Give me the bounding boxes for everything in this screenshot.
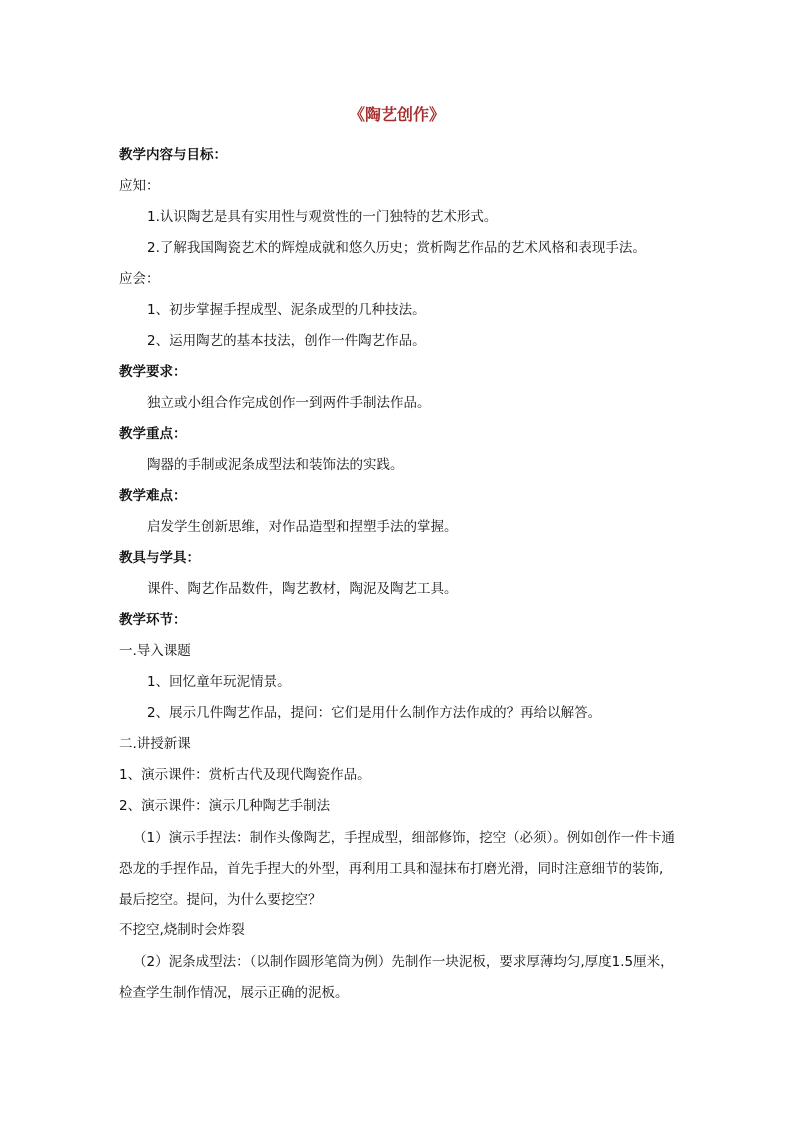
heading-key-points: 教学重点： (119, 426, 187, 442)
heading-tools: 教具与学具： (119, 550, 200, 566)
heading-difficulties: 教学难点： (119, 488, 187, 504)
step-1-title: 一.导入课题 (119, 643, 191, 659)
can-item-2: 2、运用陶艺的基本技法，创作一件陶艺作品。 (147, 333, 426, 349)
requirements-text: 独立或小组合作完成创作一到两件手制法作品。 (147, 395, 431, 411)
document-title: 《陶艺创作》 (348, 105, 445, 124)
can-item-1: 1、初步掌握手捏成型、泥条成型的几种技法。 (147, 302, 426, 318)
heading-requirements: 教学要求： (119, 364, 187, 380)
paragraph-coil-method: （2）泥条成型法：（以制作圆形笔筒为例）先制作一块泥板，要求厚薄均匀,厚度1.5厘米，检查学生制作情况，展示正确的泥板。 (119, 954, 674, 1001)
step-2-item-2: 2、演示课件：演示几种陶艺手制法 (119, 798, 331, 814)
step-2-item-1: 1、演示课件：赏析古代及现代陶瓷作品。 (119, 767, 371, 783)
know-item-1: 1.认识陶艺是具有实用性与观赏性的一门独特的艺术形式。 (147, 209, 498, 225)
tools-text: 课件、陶艺作品数件，陶艺教材，陶泥及陶艺工具。 (147, 581, 458, 597)
difficulties-text: 启发学生创新思维，对作品造型和捏塑手法的掌握。 (147, 519, 458, 535)
subheading-can: 应会： (119, 271, 160, 287)
paragraph-hand-pinch: （1）演示手捏法：制作头像陶艺，手捏成型，细部修饰，挖空（必须）。例如创作一件卡通恐龙的手捏作品，首先手捏大的外型，再利用工具和湿抹布打磨光滑，同时注意细节的装饰,最后挖空。提问，为什么要挖空？ (119, 830, 675, 908)
step-1-item-1: 1、回忆童年玩泥情景。 (147, 674, 291, 690)
heading-steps: 教学环节： (119, 612, 187, 628)
subheading-know: 应知： (119, 178, 160, 194)
step-1-item-2: 2、展示几件陶艺作品，提问：它们是用什么制作方法作成的？再给以解答。 (147, 705, 602, 721)
key-points-text: 陶器的手制或泥条成型法和装饰法的实践。 (147, 457, 404, 473)
heading-content-goals: 教学内容与目标： (119, 147, 227, 163)
know-item-2: 2.了解我国陶瓷艺术的辉煌成就和悠久历史；赏析陶艺作品的艺术风格和表现手法。 (147, 240, 646, 256)
paragraph-hand-pinch-answer: 不挖空,烧制时会炸裂 (119, 922, 245, 938)
step-2-title: 二.讲授新课 (119, 736, 191, 752)
